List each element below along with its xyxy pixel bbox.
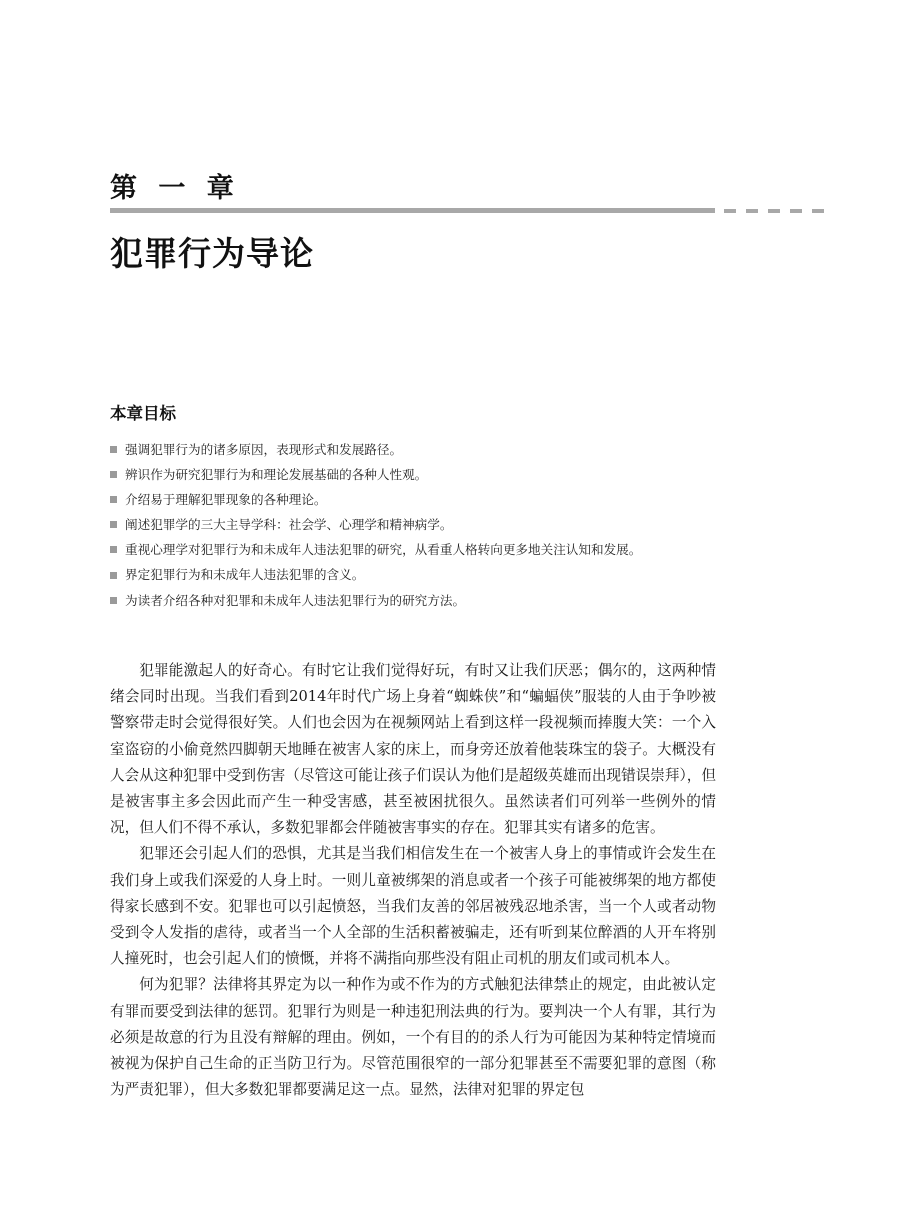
square-bullet-icon xyxy=(110,597,117,604)
square-bullet-icon xyxy=(110,471,117,478)
rule-dash xyxy=(724,209,736,213)
square-bullet-icon xyxy=(110,446,117,453)
objective-text: 辨识作为研究犯罪行为和理论发展基础的各种人性观。 xyxy=(125,467,428,483)
objective-text: 界定犯罪行为和未成年人违法犯罪的含义。 xyxy=(125,567,365,583)
objective-item xyxy=(110,462,810,487)
objective-text: 重视心理学对犯罪行为和未成年人违法犯罪的研究，从看重人格转向更多地关注认知和发展。 xyxy=(125,542,642,558)
chapter-rule-dashes xyxy=(724,209,824,213)
rule-dash xyxy=(746,209,758,213)
square-bullet-icon xyxy=(110,496,117,503)
rule-dash xyxy=(812,209,824,213)
rule-dash xyxy=(790,209,802,213)
rule-dash xyxy=(768,209,780,213)
square-bullet-icon xyxy=(110,546,117,553)
body-paragraph: 犯罪还会引起人们的恐惧，尤其是当我们相信发生在一个被害人身上的事情或许会发生在我们身上或我们深爱的人身上时。一则儿童被绑架的消息或者一个孩子可能被绑架的地方都使得家长感到不安。犯罪也可以引起愤怒，当我们友善的邻居被残忍地杀害，当一个人或者动物受到令人发指的虐待，或者当一个人全部的生活积蓄被骗走，还有听到某位醉酒的人开车将别人撞死时，也会引起人们的愤慨，并将不满指向那些没有阻止司机的朋友们或司机本人。 xyxy=(110,845,716,968)
objective-text: 介绍易于理解犯罪现象的各种理论。 xyxy=(125,492,327,508)
chapter-title: 犯罪行为导论 xyxy=(110,234,314,273)
body-text xyxy=(110,658,716,1103)
objective-item xyxy=(110,588,810,613)
objective-text: 强调犯罪行为的诸多原因，表现形式和发展路径。 xyxy=(125,442,403,457)
chapter-label: 第 一 章 xyxy=(110,173,240,204)
chapter-rule xyxy=(110,208,715,213)
body-paragraph: 何为犯罪？法律将其界定为以一种作为或不作为的方式触犯法律禁止的规定，由此被认定有罪而要受到法律的惩罚。犯罪行为则是一种违犯刑法典的行为。要判决一个人有罪，其行为必须是故意的行为且没有辩解的理由。例如，一个有目的的杀人行为可能因为某种特定情境而被视为保护自己生命的正当防卫行为。尽管范围很窄的一部分犯罪甚至不需要犯罪的意图（称为严责犯罪），但大多数犯罪都要满足这一点。显然，法律对犯罪的界定包 xyxy=(110,976,716,1099)
objective-text: 为读者介绍各种对犯罪和未成年人违法犯罪行为的研究方法。 xyxy=(125,592,466,608)
objectives-list xyxy=(110,437,810,613)
objective-item xyxy=(110,512,810,537)
objective-item xyxy=(110,537,810,562)
objective-item xyxy=(110,437,810,462)
body-paragraph: 犯罪能激起人的好奇心。有时它让我们觉得好玩，有时又让我们厌恶；偶尔的，这两种情绪会同时出现。当我们看到2014年时代广场上身着“蜘蛛侠”和“蝙蝠侠”服装的人由于争吵被警察带走时会觉得很好笑。人们也会因为在视频网站上看到这样一段视频而捧腹大笑：一个入室盗窃的小偷竟然四脚朝天地睡在被害人家的床上，而身旁还放着他装珠宝的袋子。大概没有人会从这种犯罪中受到伤害（尽管这可能让孩子们误认为他们是超级英雄而出现错误崇拜），但是被害事主多会因此而产生一种受害感，甚至被困扰很久。虽然读者们可列举一些例外的情况，但人们不得不承认，多数犯罪都会伴随被害事实的存在。犯罪其实有诸多的危害。 xyxy=(110,662,716,837)
objective-text: 阐述犯罪学的三大主导学科：社会学、心理学和精神病学。 xyxy=(125,517,453,533)
objective-item xyxy=(110,487,810,512)
square-bullet-icon xyxy=(110,572,117,579)
objective-item xyxy=(110,562,810,587)
objectives-heading: 本章目标 xyxy=(110,404,176,423)
square-bullet-icon xyxy=(110,521,117,528)
